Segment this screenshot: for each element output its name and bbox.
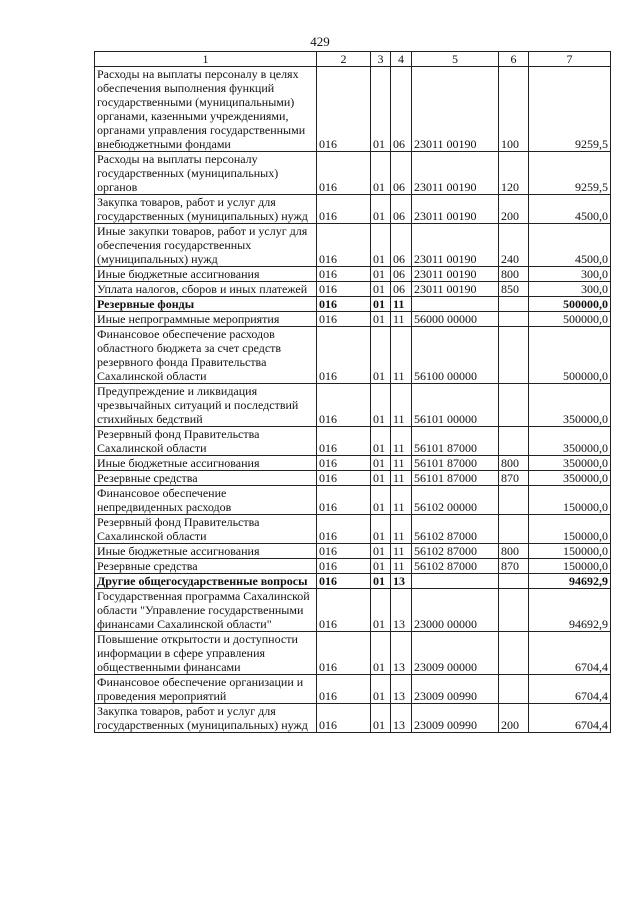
expense-type-cell: [499, 384, 529, 427]
expense-type-cell: [499, 486, 529, 515]
section-code-cell: 01: [371, 486, 391, 515]
expense-type-cell: [499, 515, 529, 544]
ministry-code-cell: 016: [317, 327, 371, 384]
amount-cell: 6704,4: [529, 675, 611, 704]
amount-cell: 4500,0: [529, 224, 611, 267]
section-code-cell: 01: [371, 195, 391, 224]
amount-cell: 9259,5: [529, 152, 611, 195]
row-name-cell: Иные бюджетные ассигнования: [95, 267, 317, 282]
subsection-code-cell: 11: [391, 456, 412, 471]
expense-type-cell: [499, 312, 529, 327]
amount-cell: 150000,0: [529, 486, 611, 515]
row-name-cell: Финансовое обеспечение расходов областного бюджета за счет средств резервного фонда Правительства Сахалинской области: [95, 327, 317, 384]
ministry-code-cell: 016: [317, 589, 371, 632]
expense-type-cell: [499, 589, 529, 632]
subsection-code-cell: 11: [391, 427, 412, 456]
row-name-cell: Резервные средства: [95, 471, 317, 486]
subsection-code-cell: 13: [391, 589, 412, 632]
row-name-cell: Расходы на выплаты персоналу в целях обеспечения выполнения функций государственными (муниципальными) органами, казенными учреждениями, органами управления государственными внебюджетными фондами: [95, 67, 317, 152]
ministry-code-cell: 016: [317, 675, 371, 704]
expense-type-cell: 200: [499, 704, 529, 733]
subsection-code-cell: 06: [391, 282, 412, 297]
expense-type-cell: [499, 327, 529, 384]
amount-cell: 300,0: [529, 282, 611, 297]
subsection-code-cell: 11: [391, 297, 412, 312]
target-article-cell: 23011 00190: [412, 67, 499, 152]
section-code-cell: 01: [371, 515, 391, 544]
table-row: [95, 544, 611, 559]
amount-cell: 6704,4: [529, 632, 611, 675]
section-code-cell: 01: [371, 224, 391, 267]
row-name-cell: Закупка товаров, работ и услуг для государственных (муниципальных) нужд: [95, 704, 317, 733]
budget-table: [94, 51, 611, 733]
subsection-code-cell: 11: [391, 559, 412, 574]
target-article-cell: 56000 00000: [412, 312, 499, 327]
expense-type-cell: [499, 675, 529, 704]
row-name-cell: Расходы на выплаты персоналу государственных (муниципальных) органов: [95, 152, 317, 195]
amount-cell: 350000,0: [529, 471, 611, 486]
subsection-code-cell: 13: [391, 632, 412, 675]
ministry-code-cell: 016: [317, 195, 371, 224]
subsection-code-cell: 06: [391, 267, 412, 282]
section-code-cell: 01: [371, 632, 391, 675]
section-code-cell: 01: [371, 704, 391, 733]
column-header: 2: [317, 52, 371, 67]
ministry-code-cell: 016: [317, 224, 371, 267]
table-row: [95, 675, 611, 704]
subsection-code-cell: 11: [391, 486, 412, 515]
subsection-code-cell: 13: [391, 574, 412, 589]
table-row: [95, 67, 611, 152]
target-article-cell: 56102 87000: [412, 544, 499, 559]
subsection-code-cell: 06: [391, 67, 412, 152]
ministry-code-cell: 016: [317, 427, 371, 456]
row-name-cell: Финансовое обеспечение непредвиденных расходов: [95, 486, 317, 515]
subsection-code-cell: 06: [391, 224, 412, 267]
row-name-cell: Иные непрограммные мероприятия: [95, 312, 317, 327]
expense-type-cell: 800: [499, 544, 529, 559]
ministry-code-cell: 016: [317, 632, 371, 675]
table-row: [95, 427, 611, 456]
amount-cell: 300,0: [529, 267, 611, 282]
section-code-cell: 01: [371, 282, 391, 297]
expense-type-cell: [499, 297, 529, 312]
ministry-code-cell: 016: [317, 559, 371, 574]
row-name-cell: Иные бюджетные ассигнования: [95, 456, 317, 471]
section-code-cell: 01: [371, 471, 391, 486]
target-article-cell: 23011 00190: [412, 267, 499, 282]
expense-type-cell: [499, 574, 529, 589]
section-code-cell: 01: [371, 559, 391, 574]
ministry-code-cell: 016: [317, 486, 371, 515]
row-name-cell: Резервный фонд Правительства Сахалинской области: [95, 515, 317, 544]
ministry-code-cell: 016: [317, 704, 371, 733]
table-row: [95, 574, 611, 589]
row-name-cell: Резервный фонд Правительства Сахалинской области: [95, 427, 317, 456]
table-row: [95, 632, 611, 675]
ministry-code-cell: 016: [317, 515, 371, 544]
amount-cell: 350000,0: [529, 384, 611, 427]
target-article-cell: 56102 87000: [412, 515, 499, 544]
target-article-cell: 56101 00000: [412, 384, 499, 427]
section-code-cell: 01: [371, 327, 391, 384]
amount-cell: 350000,0: [529, 427, 611, 456]
ministry-code-cell: 016: [317, 282, 371, 297]
ministry-code-cell: 016: [317, 267, 371, 282]
row-name-cell: Повышение открытости и доступности информации в сфере управления общественными финансами: [95, 632, 317, 675]
row-name-cell: Другие общегосударственные вопросы: [95, 574, 317, 589]
target-article-cell: 56101 87000: [412, 471, 499, 486]
expense-type-cell: [499, 632, 529, 675]
subsection-code-cell: 11: [391, 471, 412, 486]
expense-type-cell: 200: [499, 195, 529, 224]
target-article-cell: 56100 00000: [412, 327, 499, 384]
expense-type-cell: 120: [499, 152, 529, 195]
ministry-code-cell: 016: [317, 471, 371, 486]
ministry-code-cell: 016: [317, 312, 371, 327]
row-name-cell: Уплата налогов, сборов и иных платежей: [95, 282, 317, 297]
target-article-cell: 23000 00000: [412, 589, 499, 632]
target-article-cell: 23009 00990: [412, 675, 499, 704]
table-row: [95, 224, 611, 267]
amount-cell: 150000,0: [529, 544, 611, 559]
table-row: [95, 312, 611, 327]
expense-type-cell: [499, 427, 529, 456]
ministry-code-cell: 016: [317, 67, 371, 152]
table-row: [95, 282, 611, 297]
subsection-code-cell: 06: [391, 195, 412, 224]
table-row: [95, 486, 611, 515]
section-code-cell: 01: [371, 675, 391, 704]
subsection-code-cell: 06: [391, 152, 412, 195]
target-article-cell: 23011 00190: [412, 224, 499, 267]
column-header: 5: [412, 52, 499, 67]
subsection-code-cell: 11: [391, 544, 412, 559]
table-row: [95, 152, 611, 195]
amount-cell: 94692,9: [529, 589, 611, 632]
table-row: [95, 559, 611, 574]
column-header: 4: [391, 52, 412, 67]
expense-type-cell: 100: [499, 67, 529, 152]
header-row: [95, 52, 611, 67]
expense-type-cell: 870: [499, 559, 529, 574]
target-article-cell: 23009 00000: [412, 632, 499, 675]
subsection-code-cell: 11: [391, 327, 412, 384]
table-row: [95, 195, 611, 224]
table-row: [95, 471, 611, 486]
section-code-cell: 01: [371, 574, 391, 589]
column-header: 6: [499, 52, 529, 67]
row-name-cell: Иные бюджетные ассигнования: [95, 544, 317, 559]
target-article-cell: [412, 574, 499, 589]
table-row: [95, 327, 611, 384]
expense-type-cell: 870: [499, 471, 529, 486]
subsection-code-cell: 11: [391, 312, 412, 327]
target-article-cell: 56101 87000: [412, 427, 499, 456]
table-row: [95, 589, 611, 632]
table-row: [95, 297, 611, 312]
target-article-cell: 23009 00990: [412, 704, 499, 733]
row-name-cell: Государственная программа Сахалинской области "Управление государственными финансами Сахалинской области": [95, 589, 317, 632]
row-name-cell: Закупка товаров, работ и услуг для государственных (муниципальных) нужд: [95, 195, 317, 224]
amount-cell: 6704,4: [529, 704, 611, 733]
column-header: 7: [529, 52, 611, 67]
column-header: 1: [95, 52, 317, 67]
column-header: 3: [371, 52, 391, 67]
section-code-cell: 01: [371, 544, 391, 559]
row-name-cell: Резервные фонды: [95, 297, 317, 312]
row-name-cell: Резервные средства: [95, 559, 317, 574]
row-name-cell: Иные закупки товаров, работ и услуг для обеспечения государственных (муниципальных) нужд: [95, 224, 317, 267]
amount-cell: 4500,0: [529, 195, 611, 224]
amount-cell: 150000,0: [529, 515, 611, 544]
ministry-code-cell: 016: [317, 544, 371, 559]
section-code-cell: 01: [371, 67, 391, 152]
table-row: [95, 704, 611, 733]
table-row: [95, 456, 611, 471]
target-article-cell: 23011 00190: [412, 152, 499, 195]
table-row: [95, 515, 611, 544]
section-code-cell: 01: [371, 589, 391, 632]
subsection-code-cell: 13: [391, 675, 412, 704]
target-article-cell: 56102 00000: [412, 486, 499, 515]
row-name-cell: Предупреждение и ликвидация чрезвычайных ситуаций и последствий стихийных бедствий: [95, 384, 317, 427]
subsection-code-cell: 11: [391, 515, 412, 544]
section-code-cell: 01: [371, 152, 391, 195]
section-code-cell: 01: [371, 312, 391, 327]
subsection-code-cell: 11: [391, 384, 412, 427]
section-code-cell: 01: [371, 427, 391, 456]
target-article-cell: 23011 00190: [412, 195, 499, 224]
amount-cell: 500000,0: [529, 312, 611, 327]
table-row: [95, 267, 611, 282]
target-article-cell: 56101 87000: [412, 456, 499, 471]
table-row: [95, 384, 611, 427]
amount-cell: 500000,0: [529, 297, 611, 312]
section-code-cell: 01: [371, 384, 391, 427]
amount-cell: 94692,9: [529, 574, 611, 589]
amount-cell: 9259,5: [529, 67, 611, 152]
expense-type-cell: 800: [499, 267, 529, 282]
target-article-cell: [412, 297, 499, 312]
section-code-cell: 01: [371, 297, 391, 312]
ministry-code-cell: 016: [317, 384, 371, 427]
ministry-code-cell: 016: [317, 152, 371, 195]
subsection-code-cell: 13: [391, 704, 412, 733]
target-article-cell: 56102 87000: [412, 559, 499, 574]
ministry-code-cell: 016: [317, 297, 371, 312]
amount-cell: 350000,0: [529, 456, 611, 471]
target-article-cell: 23011 00190: [412, 282, 499, 297]
page-number: 429: [310, 34, 330, 49]
expense-type-cell: 240: [499, 224, 529, 267]
expense-type-cell: 800: [499, 456, 529, 471]
section-code-cell: 01: [371, 456, 391, 471]
ministry-code-cell: 016: [317, 456, 371, 471]
section-code-cell: 01: [371, 267, 391, 282]
expense-type-cell: 850: [499, 282, 529, 297]
amount-cell: 500000,0: [529, 327, 611, 384]
amount-cell: 150000,0: [529, 559, 611, 574]
row-name-cell: Финансовое обеспечение организации и проведения мероприятий: [95, 675, 317, 704]
ministry-code-cell: 016: [317, 574, 371, 589]
